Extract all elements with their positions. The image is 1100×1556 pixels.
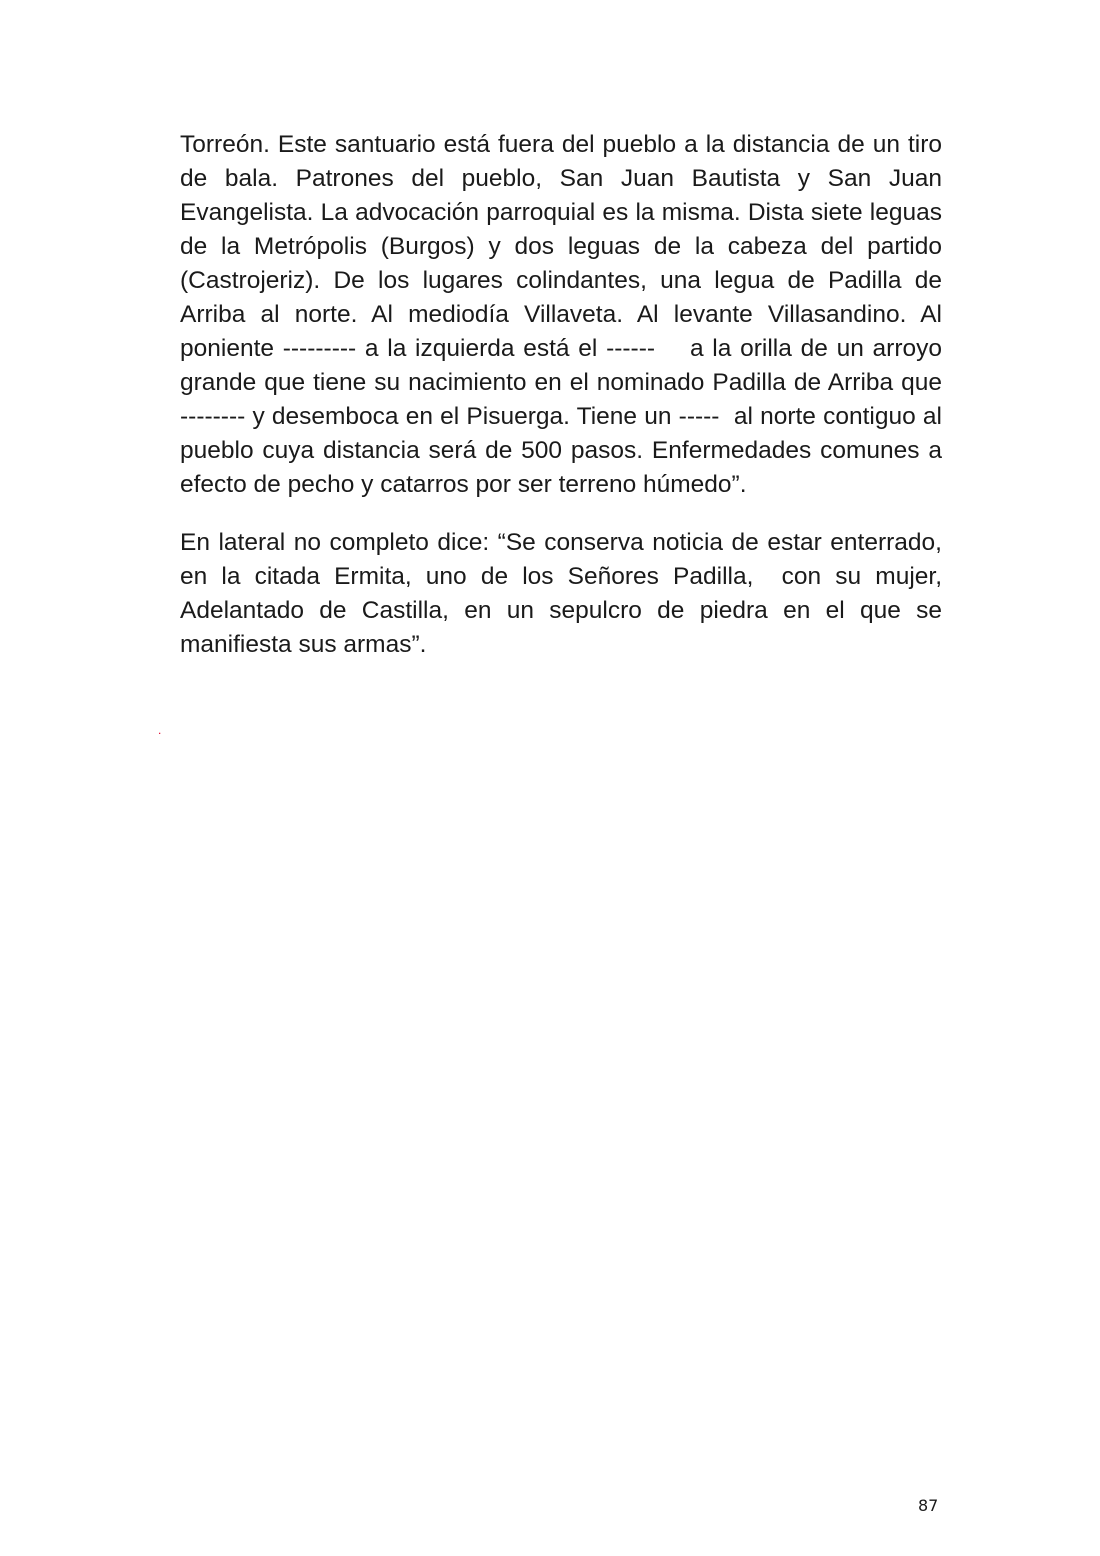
paragraph-1: Torreón. Este santuario está fuera del pueblo a la distancia de un tiro de bala. Patrones del pueblo, San Juan Bautista y San Juan Evangelista. La advocación parroquial es la misma. Dista siete leguas de la Metrópolis (Burgos) y dos leguas de la cabeza del partido (Castrojeriz). De los lugares colindantes, una legua de Padilla de Arriba al norte. Al mediodía Villaveta. Al levante Villasandino. Al poniente --------- a la izquierda está el ------ a la orilla de un arroyo grande que tiene su nacimiento en el nominado Padilla de Arriba que -------- y desemboca en el Pisuerga. Tiene un ----- al norte contiguo al pueblo cuya distancia será de 500 pasos. Enfermedades comunes a efecto de pecho y catarros por ser terreno húmedo”.	[180, 131, 949, 498]
page-number: 87	[918, 1496, 939, 1515]
body-text	[180, 128, 949, 686]
red-dot-mark: .	[158, 723, 162, 737]
paragraph-2: En lateral no completo dice: “Se conserva noticia de estar enterrado, en la citada Ermita, uno de los Señores Padilla, con su mujer, Adelantado de Castilla, en un sepulcro de piedra en el que se manifiesta sus armas”.	[180, 529, 949, 658]
